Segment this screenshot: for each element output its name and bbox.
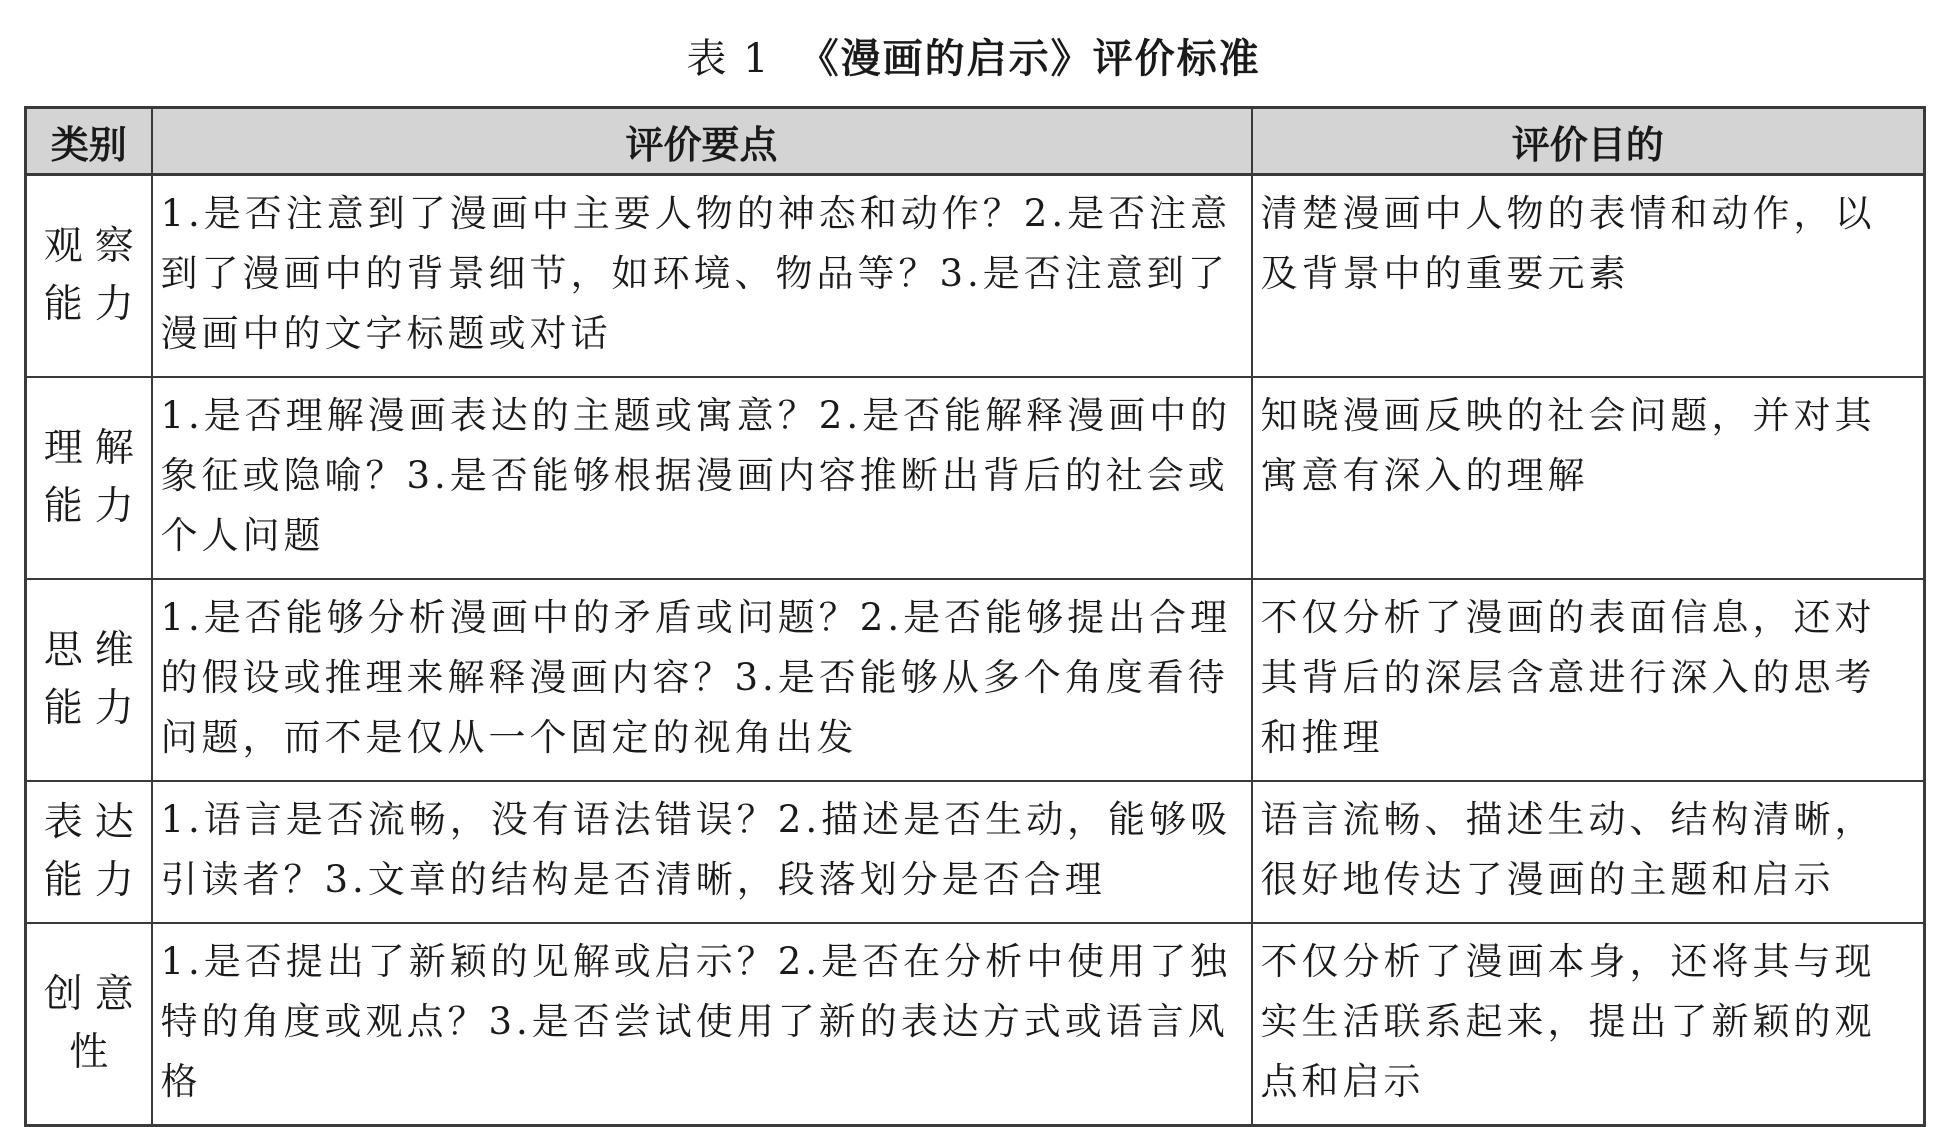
category-label: 思维 <box>43 628 146 673</box>
category-cell <box>26 377 152 579</box>
table-row <box>26 923 1925 1126</box>
category-cell <box>26 781 152 923</box>
purpose-cell: 不仅分析了漫画的表面信息，还对其背后的深层含意进行深入的思考和推理 <box>1252 579 1925 781</box>
category-label: 能力 <box>43 858 146 903</box>
table-title: 《漫画的启示》评价标准 <box>798 36 1261 82</box>
table-row <box>26 377 1925 579</box>
header-points: 评价要点 <box>152 108 1252 175</box>
points-cell: 1.语言是否流畅，没有语法错误？2.描述是否生动，能够吸引读者？3.文章的结构是否清晰，段落划分是否合理 <box>152 781 1252 923</box>
purpose-cell: 清楚漫画中人物的表情和动作，以及背景中的重要元素 <box>1252 175 1925 378</box>
points-cell: 1.是否注意到了漫画中主要人物的神态和动作？2.是否注意到了漫画中的背景细节，如环境、物品等？3.是否注意到了漫画中的文字标题或对话 <box>152 175 1252 378</box>
points-cell: 1.是否提出了新颖的见解或启示？2.是否在分析中使用了独特的角度或观点？3.是否尝试使用了新的表达方式或语言风格 <box>152 923 1252 1126</box>
category-label: 创意 <box>43 972 146 1017</box>
points-cell: 1.是否能够分析漫画中的矛盾或问题？2.是否能够提出合理的假设或推理来解释漫画内容？3.是否能够从多个角度看待问题，而不是仅从一个固定的视角出发 <box>152 579 1252 781</box>
table-row <box>26 175 1925 378</box>
points-cell: 1.是否理解漫画表达的主题或寓意？2.是否能解释漫画中的象征或隐喻？3.是否能够根据漫画内容推断出背后的社会或个人问题 <box>152 377 1252 579</box>
purpose-cell: 知晓漫画反映的社会问题，并对其寓意有深入的理解 <box>1252 377 1925 579</box>
purpose-cell: 不仅分析了漫画本身，还将其与现实生活联系起来，提出了新颖的观点和启示 <box>1252 923 1925 1126</box>
category-cell <box>26 579 152 781</box>
table-caption <box>0 28 1947 90</box>
table-row <box>26 579 1925 781</box>
table-row <box>26 781 1925 923</box>
evaluation-table <box>24 106 1926 1127</box>
category-label: 观察 <box>43 224 146 269</box>
header-category: 类别 <box>26 108 152 175</box>
category-label: 能力 <box>43 282 146 327</box>
header-purpose: 评价目的 <box>1252 108 1925 175</box>
category-label: 表达 <box>43 800 146 845</box>
category-label: 理解 <box>43 426 146 471</box>
purpose-cell: 语言流畅、描述生动、结构清晰，很好地传达了漫画的主题和启示 <box>1252 781 1925 923</box>
category-cell <box>26 175 152 378</box>
category-label: 能力 <box>43 686 146 731</box>
table-number: 表 1 <box>686 36 771 82</box>
category-label: 性 <box>69 1030 121 1075</box>
category-cell <box>26 923 152 1126</box>
header-row <box>26 108 1925 175</box>
category-label: 能力 <box>43 484 146 529</box>
